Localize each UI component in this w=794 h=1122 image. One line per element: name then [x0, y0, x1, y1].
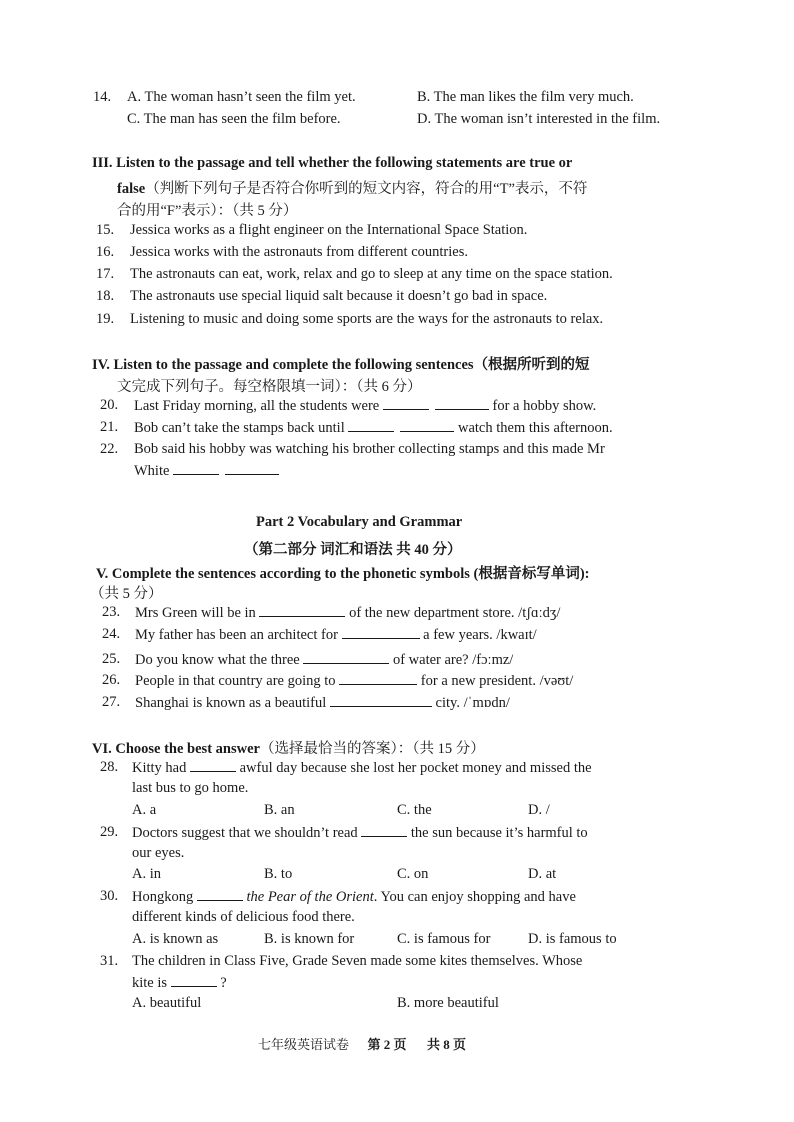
q22-line2	[134, 462, 279, 480]
section5-heading-line1: V. Complete the sentences according to the phonetic symbols (根据音标写单词):	[96, 566, 590, 582]
q17-text: The astronauts can eat, work, relax and go to sleep at any time on the space station.	[130, 266, 613, 282]
q20-number: 20.	[100, 397, 119, 413]
section6-heading-cn: （选择最恰当的答案）：（共 15 分）	[259, 741, 485, 757]
section3-heading-line2	[117, 177, 587, 198]
q14-option-d: D. The woman isn’t interested in the film.	[417, 111, 661, 127]
footer-total-pages: 共 8 页	[427, 1037, 467, 1052]
q29-number: 29.	[100, 824, 119, 840]
q27-number: 27.	[102, 694, 121, 710]
q25-blank[interactable]	[303, 651, 389, 664]
q29-line1	[132, 824, 588, 842]
q19-text: Listening to music and doing some sports are the ways for the astronauts to relax.	[130, 311, 604, 327]
q22-blank-1[interactable]	[173, 462, 219, 475]
q30-line1	[132, 888, 576, 906]
section6-heading-en: VI. Choose the best answer	[92, 741, 260, 757]
q29-text-after: the sun because it’s harmful to	[410, 825, 588, 841]
q22-blank-2[interactable]	[225, 462, 279, 475]
q31-text-before: kite is	[132, 975, 168, 991]
section3-heading-line3: 合的用“F”表示）：（共 5 分）	[117, 203, 298, 219]
q24-number: 24.	[102, 626, 121, 642]
q31-number: 31.	[100, 953, 119, 969]
q25-number: 25.	[102, 651, 121, 667]
q28-option-b[interactable]: B. an	[264, 802, 295, 818]
q24-text-before: My father has been an architect for	[135, 627, 338, 643]
q30-option-a[interactable]: A. is known as	[132, 931, 219, 947]
q29-option-b[interactable]: B. to	[264, 866, 293, 882]
q29-text-before: Doctors suggest that we shouldn’t read	[132, 825, 358, 841]
q28-option-d[interactable]: D. /	[528, 802, 550, 818]
q31-line2	[132, 974, 227, 992]
q18-number: 18.	[96, 288, 115, 304]
q20-blank-2[interactable]	[435, 397, 489, 410]
q30-option-c[interactable]: C. is famous for	[397, 931, 491, 947]
q27-text-after: city. /ˈmɒdn/	[435, 695, 510, 711]
q25-text-after: of water are? /fɔːmz/	[392, 652, 514, 668]
q28-number: 28.	[100, 759, 119, 775]
q29-line2: our eyes.	[132, 845, 185, 861]
q14-option-a: A. The woman hasn’t seen the film yet.	[127, 89, 356, 105]
q16-number: 16.	[96, 244, 115, 260]
q26-line	[135, 672, 573, 690]
q31-option-a[interactable]: A. beautiful	[132, 995, 202, 1011]
footer-subject: 七年级英语试卷	[258, 1037, 350, 1052]
q21-blank-2[interactable]	[400, 419, 454, 432]
q30-option-b[interactable]: B. is known for	[264, 931, 355, 947]
q24-line	[135, 626, 537, 644]
q31-text-after: ?	[220, 975, 227, 991]
q21-number: 21.	[100, 419, 119, 435]
q30-blank[interactable]	[197, 888, 243, 901]
q15-number: 15.	[96, 222, 115, 238]
q29-option-c[interactable]: C. on	[397, 866, 429, 882]
q26-text-after: for a new president. /vəʊt/	[420, 673, 574, 689]
page-footer	[258, 1034, 466, 1053]
q26-number: 26.	[102, 672, 121, 688]
q24-text-after: a few years. /kwaɪt/	[423, 627, 537, 643]
q23-number: 23.	[102, 604, 121, 620]
q14-option-c: C. The man has seen the film before.	[127, 111, 341, 127]
q24-blank[interactable]	[342, 626, 420, 639]
q20-text-after: for a hobby show.	[492, 398, 597, 414]
q30-italic-phrase: the Pear of the Orient	[246, 889, 374, 905]
q28-option-a[interactable]: A. a	[132, 802, 157, 818]
q19-number: 19.	[96, 311, 115, 327]
q23-text-after: of the new department store. /tʃɑːdʒ/	[349, 605, 561, 621]
q20-text-before: Last Friday morning, all the students were	[134, 398, 380, 414]
q26-blank[interactable]	[339, 672, 417, 685]
section4-heading-line2: 文完成下列句子。每空格限填一词）：（共 6 分）	[117, 379, 422, 395]
q29-option-a[interactable]: A. in	[132, 866, 161, 882]
q22-number: 22.	[100, 441, 119, 457]
q18-text: The astronauts use special liquid salt because it doesn’t go bad in space.	[130, 288, 548, 304]
q28-line2: last bus to go home.	[132, 780, 249, 796]
q22-text: White	[134, 463, 170, 479]
q27-text-before: Shanghai is known as a beautiful	[135, 695, 327, 711]
section3-heading-cn: （判断下列句子是否符合你听到的短文内容，符合的用“T”表示，不符	[145, 181, 588, 197]
q26-text-before: People in that country are going to	[135, 673, 336, 689]
q21-line	[134, 419, 613, 437]
q25-line	[135, 651, 513, 669]
q20-line	[134, 397, 596, 415]
q29-option-d[interactable]: D. at	[528, 866, 557, 882]
q28-text-before: Kitty had	[132, 760, 187, 776]
q20-blank-1[interactable]	[383, 397, 429, 410]
section4-heading-en: IV. Listen to the passage and complete the following sentences	[92, 357, 474, 373]
q30-option-d[interactable]: D. is famous to	[528, 931, 617, 947]
q23-text-before: Mrs Green will be in	[135, 605, 256, 621]
q31-blank[interactable]	[171, 974, 217, 987]
q14-number: 14.	[93, 89, 112, 105]
q28-option-c[interactable]: C. the	[397, 802, 432, 818]
section6-heading	[92, 737, 485, 758]
q21-text-after: watch them this afternoon.	[458, 420, 613, 436]
q23-blank[interactable]	[259, 604, 345, 617]
q22-line1: Bob said his hobby was watching his brother collecting stamps and this made Mr	[134, 441, 605, 457]
q25-text-before: Do you know what the three	[135, 652, 300, 668]
part2-title: Part 2 Vocabulary and Grammar	[256, 514, 463, 530]
q31-option-b[interactable]: B. more beautiful	[397, 995, 499, 1011]
q30-number: 30.	[100, 888, 119, 904]
q27-line	[135, 694, 510, 712]
section5-heading-line2: （共 5 分）	[90, 586, 163, 602]
section3-heading-false: false	[117, 181, 146, 197]
q27-blank[interactable]	[330, 694, 432, 707]
q30-line2: different kinds of delicious food there.	[132, 909, 355, 925]
q29-blank[interactable]	[361, 824, 407, 837]
q14-option-b: B. The man likes the film very much.	[417, 89, 634, 105]
q30-text-before: Hongkong	[132, 889, 194, 905]
q30-text-after: . You can enjoy shopping and have	[373, 889, 576, 905]
q28-blank[interactable]	[190, 759, 236, 772]
q31-line1: The children in Class Five, Grade Seven made some kites themselves. Whose	[132, 953, 583, 969]
section4-heading-line1	[92, 353, 590, 374]
q28-text-after: awful day because she lost her pocket money and missed the	[239, 760, 592, 776]
part2-subtitle: （第二部分 词汇和语法 共 40 分）	[244, 542, 462, 558]
q17-number: 17.	[96, 266, 115, 282]
q23-line	[135, 604, 560, 622]
section4-heading-cn: （根据所听到的短	[473, 357, 590, 373]
q16-text: Jessica works with the astronauts from different countries.	[130, 244, 468, 260]
q21-blank-1[interactable]	[348, 419, 394, 432]
q21-text-before: Bob can’t take the stamps back until	[134, 420, 345, 436]
q28-line1	[132, 759, 592, 777]
section3-heading-line1: III. Listen to the passage and tell whether the following statements are true or	[92, 155, 573, 171]
footer-page-number: 第 2 页	[367, 1037, 407, 1052]
q15-text: Jessica works as a flight engineer on the International Space Station.	[130, 222, 528, 238]
